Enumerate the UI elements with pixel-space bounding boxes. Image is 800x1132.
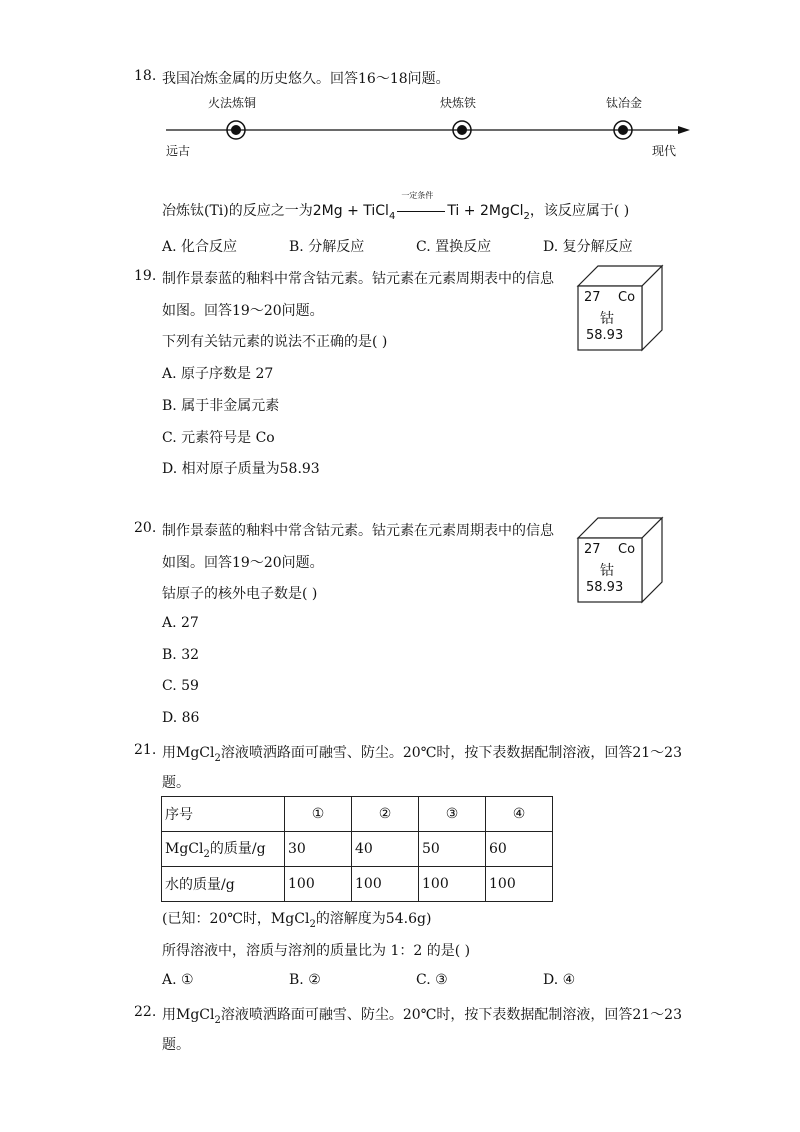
q21-option-d[interactable]: D. ④ — [543, 972, 576, 988]
element-name: 钴 — [600, 311, 614, 327]
table-cell: 100 — [486, 867, 553, 902]
q20-question: 钴原子的核外电子数是( ) — [162, 586, 318, 602]
equation-left-sub: 4 — [388, 210, 396, 222]
element-number: 27 — [584, 290, 601, 305]
table-cell: ④ — [486, 797, 553, 832]
q22-stem-line2: 题。 — [162, 1037, 190, 1053]
q20-number: 20. — [134, 520, 157, 536]
timeline-left-label: 远古 — [166, 144, 191, 158]
q18-options — [162, 236, 682, 256]
q22-stem: 用MgCl$_2$溶液喷洒路面可融雪、防尘。20℃时，按下表数据配制溶液，回答21～23 — [162, 1007, 682, 1026]
table-cell: 100 — [285, 867, 352, 902]
timeline-event-3: 钛冶金 — [606, 96, 643, 110]
table-cell: 40 — [352, 832, 419, 867]
element-mass: 58.93 — [586, 328, 624, 343]
q21-options — [162, 972, 682, 992]
q21-question: 所得溶液中，溶质与溶剂的质量比为 1：2 的是( ) — [162, 943, 471, 959]
element-name: 钴 — [600, 563, 614, 579]
equation-left: 2Mg + TiCl — [312, 203, 389, 219]
q21-number: 21. — [134, 742, 157, 758]
q21-stem-line2: 题。 — [162, 775, 190, 791]
element-symbol: Co — [618, 290, 636, 305]
timeline-event-2: 炔炼铁 — [440, 96, 477, 110]
q21-option-b[interactable]: B. ② — [289, 972, 321, 988]
q19-stem-line2: 如图。回答19～20问题。 — [162, 303, 324, 319]
q19-option-c[interactable]: C. 元素符号是 Co — [162, 430, 275, 446]
element-number: 27 — [584, 542, 601, 557]
q21-option-c[interactable]: C. ③ — [416, 972, 448, 988]
table-cell: 30 — [285, 832, 352, 867]
table-cell: ② — [352, 797, 419, 832]
q20-option-b[interactable]: B. 32 — [162, 647, 200, 663]
q19-option-a[interactable]: A. 原子序数是 27 — [162, 366, 274, 382]
timeline-arrow-icon — [678, 126, 690, 134]
q19-question: 下列有关钴元素的说法不正确的是( ) — [162, 334, 388, 350]
q18-option-b[interactable]: B. 分解反应 — [289, 239, 365, 255]
q22-number: 22. — [134, 1004, 157, 1020]
table-cell: 100 — [352, 867, 419, 902]
element-card-q19 — [574, 262, 666, 354]
q18-question-prefix: 冶炼钛(Ti)的反应之一为 — [162, 203, 313, 219]
q19-number: 19. — [134, 268, 157, 284]
q21-option-a[interactable]: A. ① — [162, 972, 194, 988]
q18-option-c[interactable]: C. 置换反应 — [416, 239, 492, 255]
solution-table — [161, 796, 553, 902]
reaction-equation — [312, 191, 530, 222]
table-header-row — [162, 797, 553, 832]
q19-stem-line1: 制作景泰蓝的釉料中常含钴元素。钴元素在元素周期表中的信息 — [162, 271, 554, 287]
q18-option-a[interactable]: A. 化合反应 — [162, 239, 238, 255]
timeline — [160, 92, 700, 162]
q19-option-b[interactable]: B. 属于非金属元素 — [162, 398, 280, 414]
timeline-event-1: 火法炼铜 — [208, 96, 257, 110]
reaction-arrow — [397, 191, 445, 218]
timeline-right-label: 现代 — [652, 144, 677, 158]
q19-option-d[interactable]: D. 相对原子质量为58.93 — [162, 461, 320, 477]
table-row-label: 水的质量/g — [162, 867, 285, 902]
table-row — [162, 867, 553, 902]
q18-option-d[interactable]: D. 复分解反应 — [543, 239, 633, 255]
q20-option-d[interactable]: D. 86 — [162, 710, 200, 726]
table-cell: 50 — [419, 832, 486, 867]
equation-right-sub: 2 — [523, 210, 530, 222]
table-cell: 60 — [486, 832, 553, 867]
q18-question-suffix: ，该反应属于( ) — [529, 203, 630, 219]
q18-question — [162, 191, 630, 222]
q20-option-a[interactable]: A. 27 — [162, 615, 199, 631]
q20-stem-line1: 制作景泰蓝的釉料中常含钴元素。钴元素在元素周期表中的信息 — [162, 523, 554, 539]
q18-number: 18. — [134, 68, 157, 84]
reaction-condition: 一定条件 — [401, 191, 434, 200]
q20-stem-line2: 如图。回答19～20问题。 — [162, 555, 324, 571]
q21-note: (已知：20℃时，MgCl$_2$的溶解度为54.6g) — [162, 911, 432, 930]
table-cell: 序号 — [162, 797, 285, 832]
table-row — [162, 832, 553, 867]
element-mass: 58.93 — [586, 580, 624, 595]
table-cell: ① — [285, 797, 352, 832]
q20-option-c[interactable]: C. 59 — [162, 678, 199, 694]
equation-right: Ti + 2MgCl — [447, 203, 524, 219]
element-card-q20 — [574, 514, 666, 606]
q18-stem: 我国冶炼金属的历史悠久。回答16～18问题。 — [162, 71, 450, 87]
q21-stem: 用MgCl$_2$溶液喷洒路面可融雪、防尘。20℃时，按下表数据配制溶液，回答21～23 — [162, 745, 682, 764]
table-row-label: MgCl$_2$的质量/g — [162, 832, 285, 867]
table-cell: 100 — [419, 867, 486, 902]
element-symbol: Co — [618, 542, 636, 557]
table-cell: ③ — [419, 797, 486, 832]
